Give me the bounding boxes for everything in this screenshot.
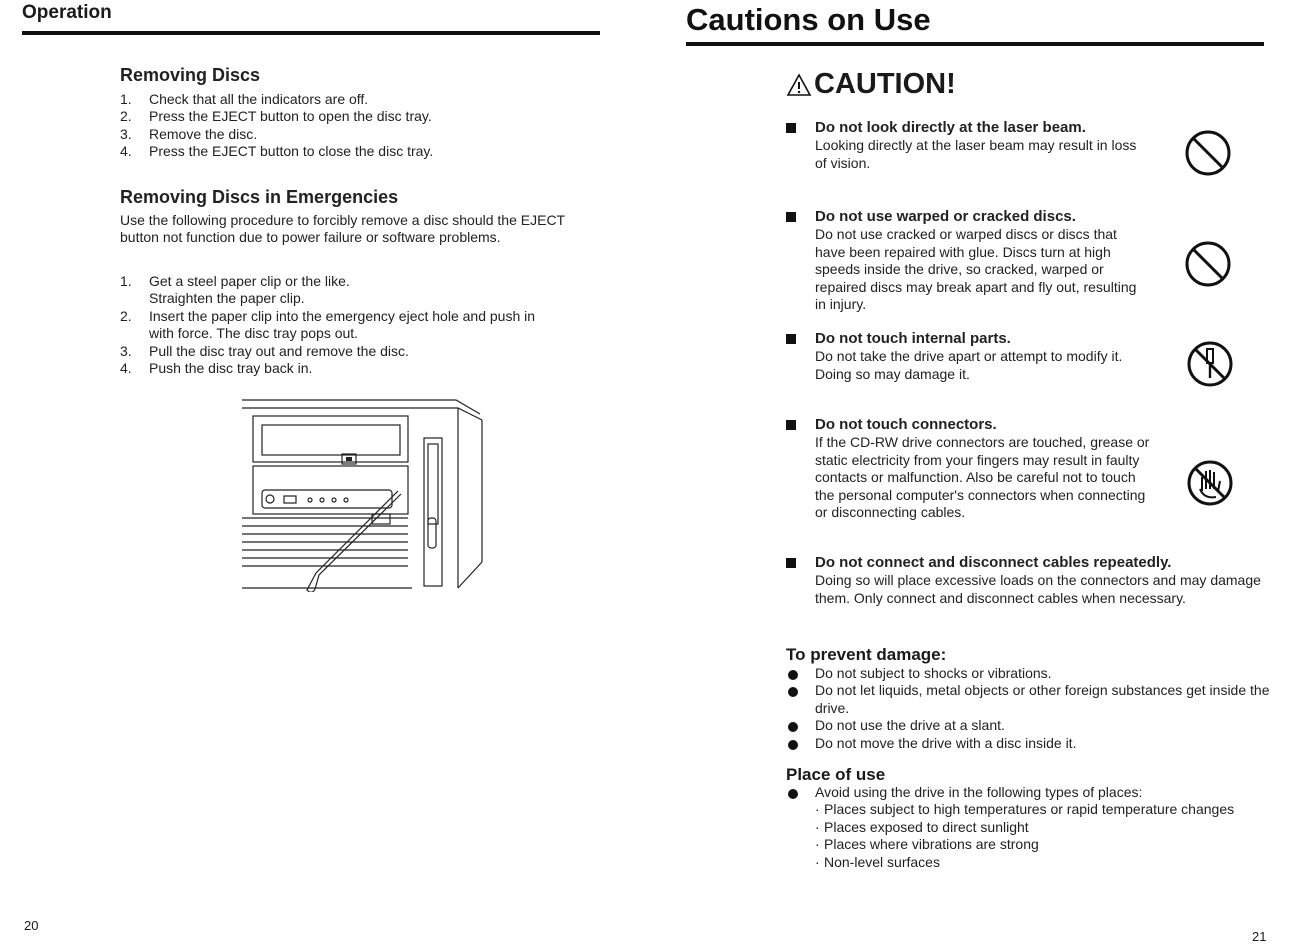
list-item: 4. Press the EJECT button to close the disc tray. — [120, 143, 434, 160]
caution-text: Doing so will place excessive loads on the connectors and may damage them. Only connect and disconnect cables when necessary. — [815, 572, 1261, 606]
prohibited-icon — [1184, 129, 1232, 177]
square-bullet-icon — [786, 212, 796, 222]
heading-place-of-use: Place of use — [786, 765, 886, 784]
list-item: 4. Push the disc tray back in. — [120, 360, 313, 377]
drive-illustration — [236, 392, 488, 592]
place-of-use-list — [786, 801, 1270, 871]
section-rule-right — [686, 42, 1264, 46]
caution-text: Looking directly at the laser beam may result in loss of vision. — [815, 137, 1137, 171]
square-bullet-icon — [786, 123, 796, 133]
emergency-steps-list — [120, 273, 602, 377]
caution-title: Do not connect and disconnect cables repeatedly. — [815, 554, 1172, 571]
emergency-intro: Use the following procedure to forcibly remove a disc should the EJECT button not function due to power failure or software problems. — [120, 212, 565, 246]
list-item: Do not subject to shocks or vibrations. — [786, 665, 1270, 682]
caution-title: Do not use warped or cracked discs. — [815, 208, 1076, 225]
square-bullet-icon — [786, 420, 796, 430]
heading-emergency: Removing Discs in Emergencies — [120, 187, 399, 207]
section-header-right: Cautions on Use — [686, 2, 931, 37]
place-of-use-block — [786, 784, 1270, 871]
no-touch-icon — [1186, 459, 1234, 507]
list-item: Do not use the drive at a slant. — [786, 717, 1270, 734]
caution-title: Do not look directly at the laser beam. — [815, 119, 1086, 136]
list-item: 1. Check that all the indicators are off. — [120, 91, 369, 107]
list-item: Do not move the drive with a disc inside it. — [786, 735, 1270, 752]
no-disassembly-icon — [1186, 340, 1234, 388]
caution-heading — [786, 68, 956, 101]
section-header-left: Operation — [22, 2, 112, 23]
list-item: 2. Press the EJECT button to open the disc tray. — [120, 108, 432, 125]
list-item: · Places where vibrations are strong — [815, 836, 1039, 853]
caution-title: Do not touch connectors. — [815, 416, 997, 433]
list-item: · Places exposed to direct sunlight — [815, 818, 1029, 835]
heading-removing-discs: Removing Discs — [120, 65, 261, 85]
prohibited-icon — [1184, 240, 1232, 288]
caution-text: Do not use cracked or warped discs or discs that have been repaired with glue. Discs turn at high speeds inside the drive, so cracked, warped or repaired discs may break apart and fly out, resulting in injury. — [815, 226, 1137, 313]
page-number-right: 21 — [1252, 929, 1267, 944]
square-bullet-icon — [786, 334, 796, 344]
warning-icon — [786, 73, 812, 97]
list-item: · Non-level surfaces — [815, 853, 940, 870]
section-rule-left — [22, 31, 600, 35]
place-of-use-intro: Avoid using the drive in the following types of places: — [815, 784, 1143, 800]
prevent-damage-list — [786, 665, 1270, 752]
caution-text: If the CD-RW drive connectors are touched, grease or static electricity from your fingers may result in faulty contacts or malfunction. Also be careful not to touch the personal computer's connectors when connecting or disconnecting cables. — [815, 434, 1150, 521]
caution-title: Do not touch internal parts. — [815, 330, 1011, 347]
list-item: Do not let liquids, metal objects or other foreign substances get inside the drive. — [786, 682, 1270, 717]
caution-heading-text: CAUTION! — [814, 68, 956, 100]
square-bullet-icon — [786, 558, 796, 568]
caution-item — [786, 554, 1270, 607]
list-item: 1. Get a steel paper clip or the like. Straighten the paper clip. — [120, 273, 350, 307]
caution-item — [786, 330, 1151, 383]
heading-prevent-damage: To prevent damage: — [786, 645, 947, 664]
removing-steps-list — [120, 91, 600, 161]
list-item: · Places subject to high temperatures or rapid temperature changes — [815, 801, 1235, 818]
caution-item — [786, 119, 1151, 172]
page-number-left: 20 — [24, 918, 39, 933]
list-item: 3. Pull the disc tray out and remove the disc. — [120, 342, 409, 359]
list-item: 2. Insert the paper clip into the emergency eject hole and push in with force. The disc tray pops out. — [120, 307, 536, 342]
caution-item — [786, 208, 1151, 313]
caution-text: Do not take the drive apart or attempt to modify it. Doing so may damage it. — [815, 348, 1123, 382]
caution-item — [786, 416, 1151, 521]
list-item: 3. Remove the disc. — [120, 125, 258, 142]
